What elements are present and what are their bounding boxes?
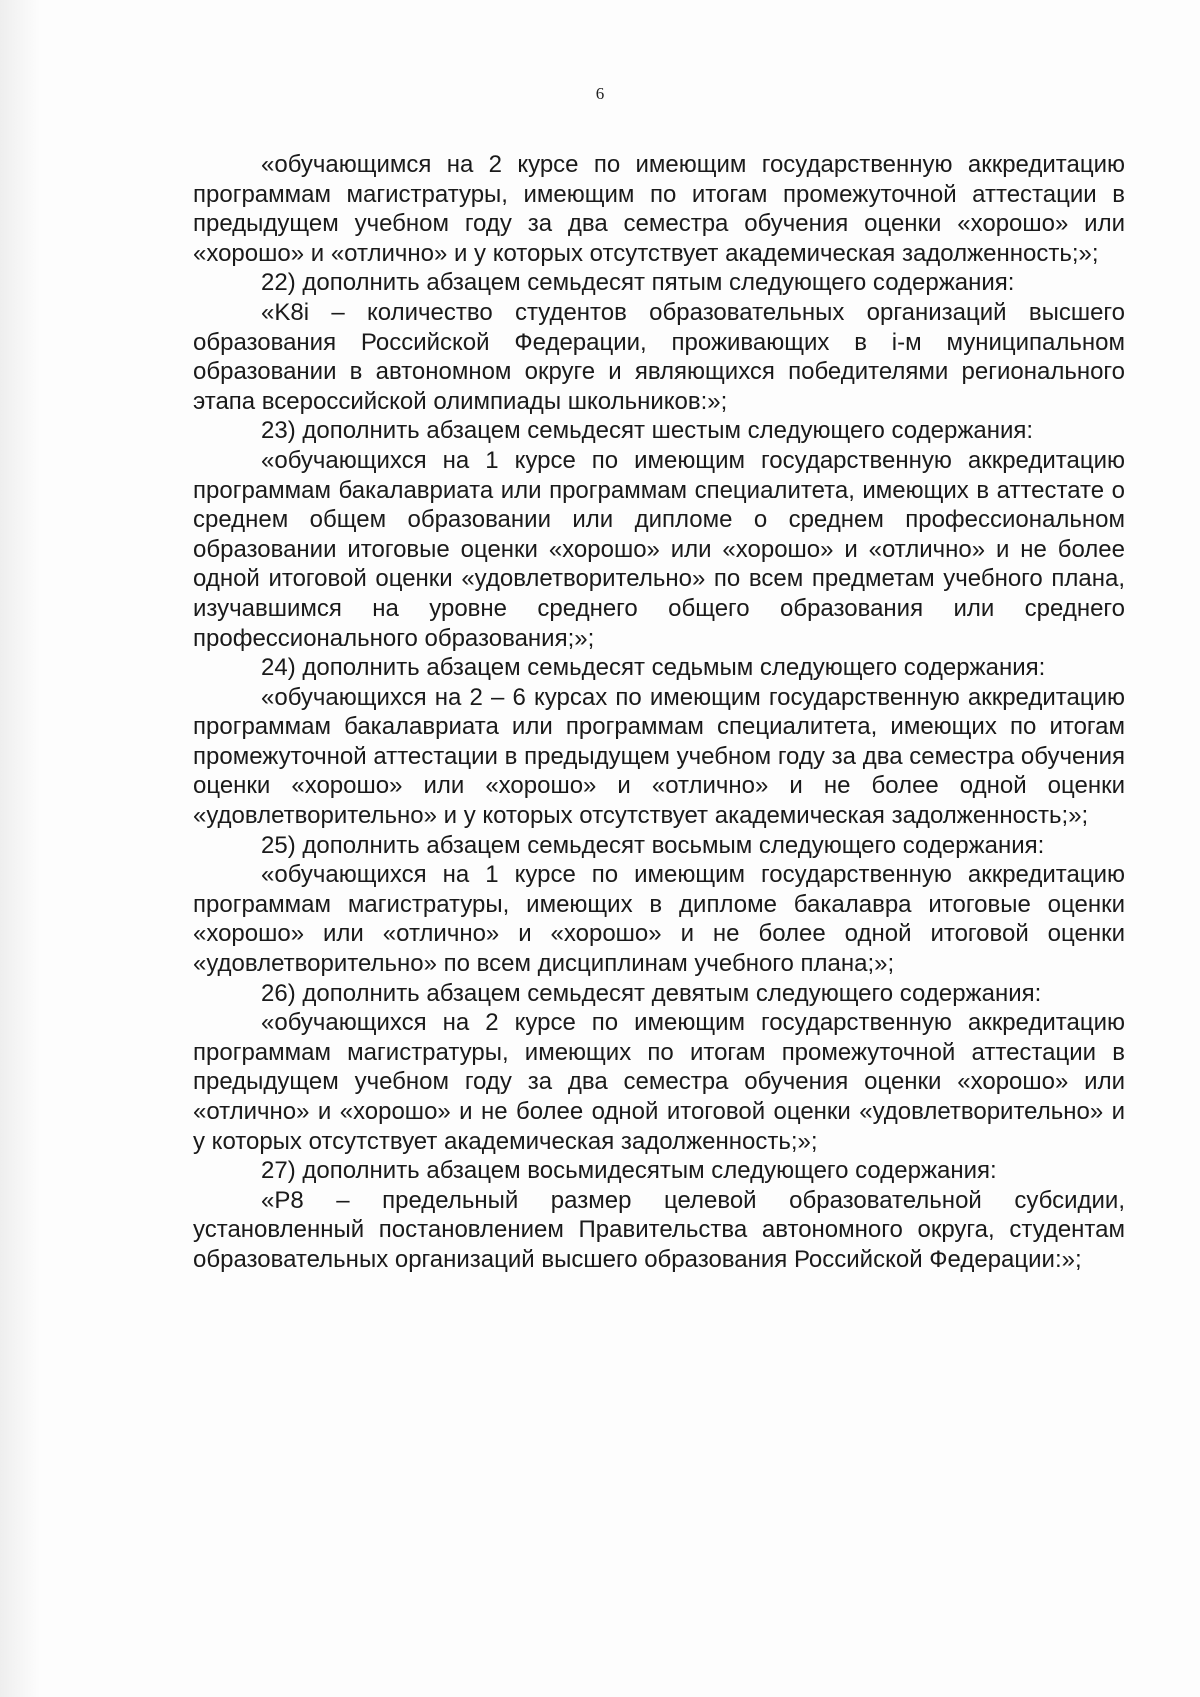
paragraph-2: 22) дополнить абзацем семьдесят пятым следующего содержания: (261, 269, 1015, 297)
paragraph-9: «обучающихся на 1 курсе по имеющим государственную аккредитацию программам магистратуры, имеющих в дипломе бакалавра итоговые оценки «хорошо» или «отлично» и «хорошо» и не более одной итоговой оценки «удовлетворительно» по всем дисциплинам учебного плана;»; (193, 861, 1125, 978)
paragraph-11: «обучающихся на 2 курсе по имеющим государственную аккредитацию программам магистратуры, имеющих по итогам промежуточной аттестации в предыдущем учебном году за два семестра обучения оценки «хорошо» или «отлично» и «хорошо» и не более одной итоговой оценки «удовлетворительно» и у которых отсутствует академическая задолженность;»; (193, 1009, 1125, 1155)
paragraph-1: «обучающимся на 2 курсе по имеющим государственную аккредитацию программам магистратуры, имеющим по итогам промежуточной аттестации в предыдущем учебном году за два семестра обучения оценки «хорошо» или «хорошо» и «отлично» и у которых отсутствует академическая задолженность;»; (193, 151, 1125, 267)
paragraph-13: «P8 – предельный размер целевой образовательной субсидии, установленный постановлением Правительства автономного округа, студентам образовательных организаций высшего образования Российской Федерации:»; (193, 1186, 1125, 1273)
paragraph-12: 27) дополнить абзацем восьмидесятым следующего содержания: (261, 1157, 997, 1185)
paragraph-5: «обучающихся на 1 курсе по имеющим государственную аккредитацию программам бакалавриата или программам специалитета, имеющих в аттестате о среднем общем образовании или дипломе о среднем профессиональном образовании итоговые оценки «хорошо» или «хорошо» и «отлично» и не более одной итоговой оценки «удовлетворительно» по всем предметам учебного плана, изучавшимся на уровне среднего общего образования или среднего профессионального образования;»; (193, 446, 1125, 652)
paragraph-10: 26) дополнить абзацем семьдесят девятым следующего содержания: (261, 979, 1042, 1007)
paragraph-4: 23) дополнить абзацем семьдесят шестым следующего содержания: (261, 417, 1034, 445)
paragraph-6: 24) дополнить абзацем семьдесят седьмым следующего содержания: (261, 654, 1046, 682)
paragraph-3: «K8i – количество студентов образовательных организаций высшего образования Российской Федерации, проживающих в i-м муниципальном образовании в автономном округе и являющихся победителями регионального этапа всероссийской олимпиады школьников:»; (193, 298, 1125, 415)
page-number: 6 (595, 84, 605, 103)
document-body (193, 150, 1125, 1275)
scan-edge-shadow (0, 0, 40, 1697)
paragraph-7: «обучающихся на 2 – 6 курсах по имеющим государственную аккредитацию программам бакалавриата или программам специалитета, имеющих по итогам промежуточной аттестации в предыдущем учебном году за два семестра обучения оценки «хорошо» или «хорошо» и «отлично» и не более одной оценки «удовлетворительно» и у которых отсутствует академическая задолженность;»; (193, 683, 1125, 830)
paragraph-8: 25) дополнить абзацем семьдесят восьмым следующего содержания: (261, 831, 1045, 859)
